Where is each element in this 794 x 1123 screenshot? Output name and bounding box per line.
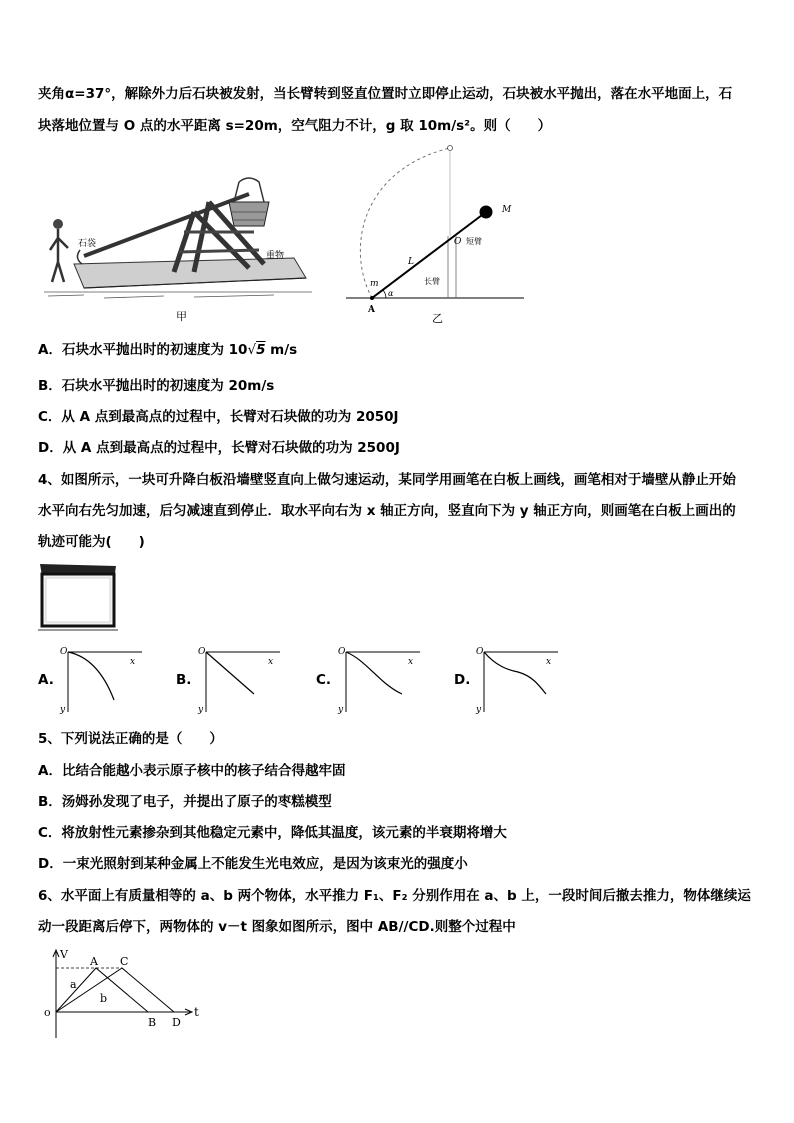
point-C: C	[120, 955, 129, 968]
q5-option-d: D．一束光照射到某种金属上不能发生光电效应，是因为该束光的强度小	[38, 856, 468, 872]
stone-bag-label: 石袋	[78, 239, 97, 249]
q4-stem-line-2: 水平向右先匀加速，后匀减速直到停止．取水平向右为 x 轴正方向，竖直向下为 y 轴正方向，则画笔在白板上画出的	[38, 503, 736, 519]
q5-option-b: B．汤姆孙发现了电子，并提出了原子的枣糕模型	[38, 794, 332, 810]
svg-text:x: x	[268, 657, 274, 667]
q3-option-d: D．从 A 点到最高点的过程中，长臂对石块做的功为 2500J	[38, 440, 400, 456]
q5-option-c: C．将放射性元素掺杂到其他稳定元素中，降低其温度，该元素的半衰期将增大	[38, 825, 507, 841]
svg-text:y: y	[60, 705, 66, 714]
vt-graph	[38, 946, 218, 1046]
svg-text:x: x	[130, 657, 136, 667]
q3-option-c: C．从 A 点到最高点的过程中，长臂对石块做的功为 2050J	[38, 409, 399, 425]
q5-stem: 5、下列说法正确的是（ ）	[38, 731, 223, 747]
q5-option-a: A．比结合能越小表示原子核中的核子结合得越牢固	[38, 763, 346, 779]
angle-alpha-label: α	[388, 289, 394, 298]
point-B: B	[148, 1016, 157, 1029]
svg-text:O: O	[60, 647, 68, 657]
short-arm-label: 短臂	[466, 237, 482, 246]
q6-stem-line-2: 动一段距离后停下，两物体的 v－t 图象如图所示，图中 AB//CD.则整个过程中	[38, 919, 516, 935]
q3-stem-line-2: 块落地位置与 O 点的水平距离 s=20m，空气阻力不计，g 取 10m/s²。则（ ）	[38, 118, 552, 134]
mass-M-label: M	[502, 205, 512, 215]
svg-text:O: O	[476, 647, 484, 657]
q4-graph-c	[336, 644, 426, 714]
q3-option-a: A．石块水平抛出时的初速度为 10√5 m/s	[38, 342, 298, 358]
q4-graph-b	[196, 644, 286, 714]
length-L-label: L	[408, 257, 414, 267]
weight-label: 重物	[266, 251, 285, 261]
figure-caption-yi: 乙	[432, 312, 443, 325]
line-b-label: b	[100, 992, 108, 1005]
svg-text:y: y	[476, 705, 482, 714]
lever-diagram	[340, 140, 530, 320]
q4-graph-d	[474, 644, 564, 714]
figure-caption-jia: 甲	[176, 310, 187, 323]
q4-option-d-letter: D.	[454, 672, 471, 688]
whiteboard-illustration	[38, 560, 118, 632]
q4-graph-a	[58, 644, 148, 714]
q4-stem-line-1: 4、如图所示，一块可升降白板沿墙壁竖直向上做匀速运动，某同学用画笔在白板上画线，画笔相对于墙壁从静止开始	[38, 472, 736, 488]
q3-stem-line-1: 夹角α=37°，解除外力后石块被发射，当长臂转到竖直位置时立即停止运动，石块被水平抛出，落在水平地面上，石	[38, 86, 733, 102]
mass-m-label: m	[370, 279, 379, 289]
origin-label: o	[44, 1006, 51, 1019]
svg-text:O: O	[338, 647, 346, 657]
svg-text:y: y	[198, 705, 204, 714]
q4-option-c-letter: C.	[316, 672, 332, 688]
q4-option-b-letter: B.	[176, 672, 192, 688]
long-arm-label: 长臂	[424, 277, 440, 286]
svg-text:y: y	[338, 705, 344, 714]
q3-option-b: B．石块水平抛出时的初速度为 20m/s	[38, 378, 275, 394]
point-D: D	[172, 1016, 181, 1029]
q4-option-a-letter: A.	[38, 672, 54, 688]
point-A-label: A	[368, 305, 375, 315]
svg-text:O: O	[198, 647, 206, 657]
line-a-label: a	[70, 978, 77, 991]
t-axis-label: t	[194, 1005, 199, 1019]
q4-stem-line-3: 轨迹可能为( )	[38, 534, 145, 550]
svg-text:x: x	[408, 657, 414, 667]
q6-stem-line-1: 6、水平面上有质量相等的 a、b 两个物体，水平推力 F₁、F₂ 分别作用在 a、b 上，一段时间后撤去推力，物体继续运	[38, 888, 751, 904]
svg-text:x: x	[546, 657, 552, 667]
v-axis-label: V	[60, 948, 68, 961]
point-A: A	[90, 955, 98, 968]
trebuchet-illustration	[44, 172, 314, 304]
pivot-O-label: O	[454, 237, 462, 247]
